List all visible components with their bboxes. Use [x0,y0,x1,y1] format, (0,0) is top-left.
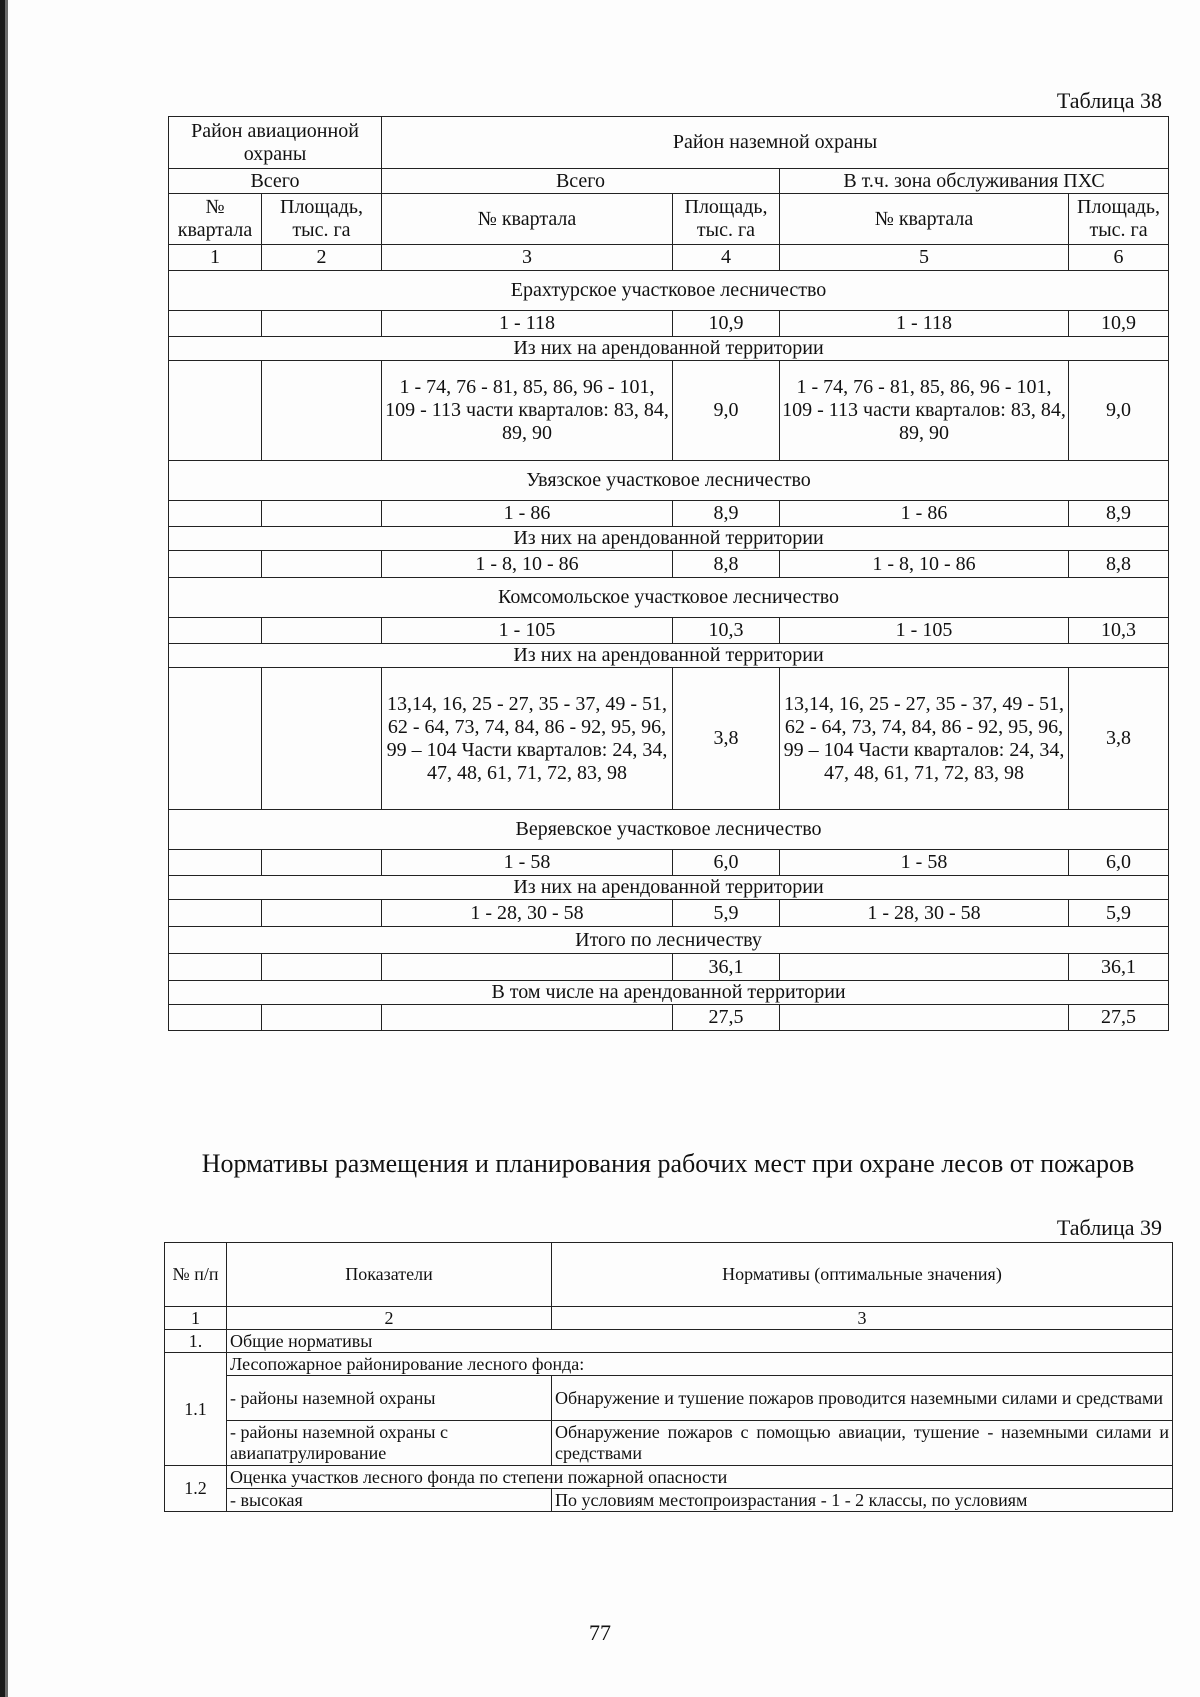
num-header: № п/п [165,1243,227,1307]
empty-cell [262,551,382,578]
indicator-cell: - районы наземной охраны с авиапатрулирование [227,1421,552,1466]
row-number: 1.1 [165,1353,227,1466]
section-title: В том числе на арендованной территории [169,981,1169,1005]
empty-cell [262,668,382,810]
pkhs-quarters-cell: 1 - 74, 76 - 81, 85, 86, 96 - 101, 109 - 113 части кварталов: 83, 84, 89, 90 [780,361,1069,461]
empty-cell [262,1005,382,1031]
quarters-cell: 1 - 118 [382,311,673,337]
table-39-caption: Таблица 39 [1056,1215,1162,1240]
empty-cell [262,900,382,927]
col-quarter-pkhs-header: № квартала [780,194,1069,245]
scan-edge-shadow [5,0,8,1697]
table-38 [168,116,1169,1031]
empty-cell [169,1005,262,1031]
table-39 [164,1242,1173,1512]
area-cell: 3,8 [673,668,780,810]
area-cell: 8,8 [673,551,780,578]
section-heading: Нормативы размещения и планирования рабочих мест при охране лесов от пожаров [201,1149,1135,1178]
section-title: Ерахтурское участковое лесничество [169,271,1169,311]
indicators-header: Показатели [227,1243,552,1307]
section-title: Веряевское участковое лесничество [169,810,1169,850]
section-title: Комсомольское участковое лесничество [169,578,1169,618]
quarters-cell: 1 - 8, 10 - 86 [382,551,673,578]
empty-cell [262,618,382,644]
quarters-cell: 1 - 86 [382,501,673,527]
row-title: Общие нормативы [227,1330,1173,1353]
section-title: Из них на арендованной территории [169,337,1169,361]
pkhs-quarters-cell: 1 - 28, 30 - 58 [780,900,1069,927]
col-number: 2 [262,245,382,271]
pkhs-area-cell: 10,3 [1069,618,1169,644]
area-cell: 9,0 [673,361,780,461]
pkhs-zone-header: В т.ч. зона обслуживания ПХС [780,169,1169,194]
pkhs-area-cell: 5,9 [1069,900,1169,927]
empty-cell [262,501,382,527]
aviation-district-header: Район авиационной охраны [169,117,382,169]
empty-cell [262,850,382,876]
norm-cell: Обнаружение и тушение пожаров проводится наземными силами и средствами [552,1376,1173,1421]
norms-header: Нормативы (оптимальные значения) [552,1243,1173,1307]
empty-cell [169,551,262,578]
area-cell: 6,0 [673,850,780,876]
empty-cell [169,618,262,644]
pkhs-quarters-cell [780,954,1069,981]
norm-cell: Обнаружение пожаров с помощью авиации, тушение - наземными силами и средствами [552,1421,1173,1466]
pkhs-area-cell: 6,0 [1069,850,1169,876]
quarters-cell: 1 - 28, 30 - 58 [382,900,673,927]
quarters-cell: 1 - 105 [382,618,673,644]
area-cell: 5,9 [673,900,780,927]
col-quarter-ground-header: № квартала [382,194,673,245]
empty-cell [262,311,382,337]
col-number: 5 [780,245,1069,271]
page-number: 77 [589,1620,611,1645]
section-title: Из них на арендованной территории [169,527,1169,551]
empty-cell [169,668,262,810]
pkhs-area-cell: 36,1 [1069,954,1169,981]
pkhs-area-cell: 9,0 [1069,361,1169,461]
row-title: Лесопожарное районирование лесного фонда: [227,1353,1173,1376]
pkhs-area-cell: 8,8 [1069,551,1169,578]
indicator-cell: - высокая [227,1489,552,1512]
pkhs-area-cell: 10,9 [1069,311,1169,337]
pkhs-quarters-cell: 1 - 86 [780,501,1069,527]
empty-cell [169,954,262,981]
area-cell: 10,9 [673,311,780,337]
pkhs-quarters-cell [780,1005,1069,1031]
row-number: 1. [165,1330,227,1353]
quarters-cell [382,954,673,981]
empty-cell [262,954,382,981]
pkhs-quarters-cell: 1 - 118 [780,311,1069,337]
pkhs-quarters-cell: 1 - 8, 10 - 86 [780,551,1069,578]
table-38-caption: Таблица 38 [1056,88,1162,113]
col-area-header: Площадь, тыс. га [262,194,382,245]
section-title: Из них на арендованной территории [169,876,1169,900]
area-cell: 27,5 [673,1005,780,1031]
area-cell: 8,9 [673,501,780,527]
norm-cell: По условиям местопроизрастания - 1 - 2 классы, по условиям [552,1489,1173,1512]
pkhs-quarters-cell: 13,14, 16, 25 - 27, 35 - 37, 49 - 51, 62 - 64, 73, 74, 84, 86 - 92, 95, 96, 99 – 104 Части кварталов: 24, 34, 47, 48, 61, 71, 72, 83, 98 [780,668,1069,810]
quarters-cell: 1 - 58 [382,850,673,876]
pkhs-quarters-cell: 1 - 58 [780,850,1069,876]
col-area-pkhs-header: Площадь, тыс. га [1069,194,1169,245]
row-title: Оценка участков лесного фонда по степени пожарной опасности [227,1466,1173,1489]
col-quarter-header: № квартала [169,194,262,245]
col-number: 6 [1069,245,1169,271]
section-title: Из них на арендованной территории [169,644,1169,668]
col-area-ground-header: Площадь, тыс. га [673,194,780,245]
pkhs-area-cell: 8,9 [1069,501,1169,527]
col-number: 1 [165,1307,227,1330]
pkhs-area-cell: 27,5 [1069,1005,1169,1031]
quarters-cell: 13,14, 16, 25 - 27, 35 - 37, 49 - 51, 62 - 64, 73, 74, 84, 86 - 92, 95, 96, 99 – 104 Части кварталов: 24, 34, 47, 48, 61, 71, 72, 83, 98 [382,668,673,810]
indicator-cell: - районы наземной охраны [227,1376,552,1421]
ground-district-header: Район наземной охраны [382,117,1169,169]
pkhs-area-cell: 3,8 [1069,668,1169,810]
row-number: 1.2 [165,1466,227,1512]
empty-cell [169,361,262,461]
pkhs-quarters-cell: 1 - 105 [780,618,1069,644]
empty-cell [169,900,262,927]
aviation-total-header: Всего [169,169,382,194]
col-number: 1 [169,245,262,271]
quarters-cell: 1 - 74, 76 - 81, 85, 86, 96 - 101, 109 - 113 части кварталов: 83, 84, 89, 90 [382,361,673,461]
col-number: 4 [673,245,780,271]
area-cell: 10,3 [673,618,780,644]
empty-cell [169,850,262,876]
area-cell: 36,1 [673,954,780,981]
col-number: 3 [382,245,673,271]
empty-cell [262,361,382,461]
ground-total-header: Всего [382,169,780,194]
col-number: 2 [227,1307,552,1330]
section-title: Итого по лесничеству [169,927,1169,954]
quarters-cell [382,1005,673,1031]
empty-cell [169,501,262,527]
col-number: 3 [552,1307,1173,1330]
empty-cell [169,311,262,337]
section-title: Увязское участковое лесничество [169,461,1169,501]
